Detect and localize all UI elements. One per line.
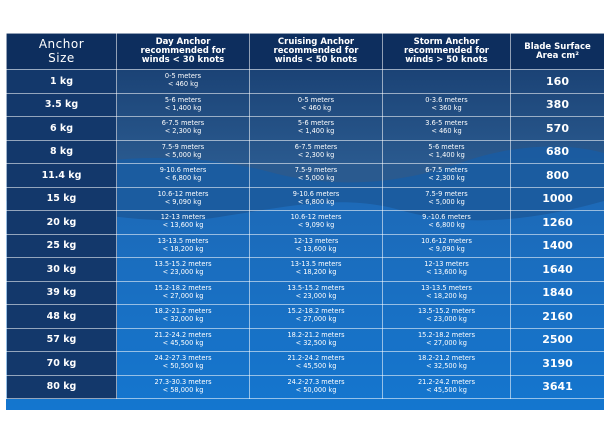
header-day-anchor (117, 34, 250, 70)
storm-anchor-cell (383, 258, 511, 282)
length-range: 0-5 meters (297, 95, 335, 104)
anchor-size-cell: 25 kg (7, 234, 117, 258)
day-anchor-cell (117, 328, 250, 352)
displacement-limit: < 2,300 kg (428, 174, 465, 183)
storm-anchor-cell (383, 93, 511, 117)
length-range: 0-3.6 meters (425, 95, 468, 104)
cruising-anchor-cell (250, 305, 383, 329)
length-range: 15.2-18.2 meters (154, 283, 212, 292)
displacement-limit: < 23,000 kg (426, 315, 467, 324)
anchor-size-cell: 39 kg (7, 281, 117, 305)
header-line: winds < 30 knots (141, 54, 225, 65)
length-range: 10.6-12 meters (290, 213, 342, 222)
day-anchor-cell (117, 117, 250, 141)
day-anchor-cell (117, 93, 250, 117)
displacement-limit: < 18,200 kg (295, 268, 337, 277)
displacement-limit: < 6,800 kg (164, 174, 202, 183)
header-line: Cruising Anchor (277, 37, 355, 48)
storm-anchor-cell (383, 328, 511, 352)
displacement-limit: < 460 kg (167, 80, 199, 89)
length-range: 13.5-15.2 meters (287, 283, 345, 292)
length-range: 5-6 meters (297, 119, 335, 128)
day-anchor-cell (117, 375, 250, 399)
table-row (7, 93, 605, 117)
length-range: 24.2-27.3 meters (287, 377, 345, 386)
blade-area-cell: 1000 (511, 187, 605, 211)
header-line: recommended for (140, 46, 226, 57)
displacement-limit: < 1,400 kg (164, 103, 202, 112)
storm-anchor-cell (383, 187, 511, 211)
day-anchor-cell (117, 281, 250, 305)
header-line: Anchor (38, 36, 85, 51)
table-row (7, 234, 605, 258)
header-cruising-anchor (250, 34, 383, 70)
length-range: 9.-10.6 meters (422, 213, 471, 222)
displacement-limit: < 32,000 kg (162, 315, 204, 324)
displacement-limit: < 1,400 kg (297, 127, 335, 136)
anchor-size-cell: 80 kg (7, 375, 117, 399)
day-anchor-cell (117, 211, 250, 235)
displacement-limit: < 18,200 kg (426, 291, 467, 300)
cruising-anchor-cell (250, 375, 383, 399)
displacement-limit: < 23,000 kg (162, 268, 204, 277)
storm-anchor-cell (383, 281, 511, 305)
length-range: 21.2-24.2 meters (417, 377, 476, 386)
displacement-limit: < 45,500 kg (295, 362, 337, 371)
table-row (7, 352, 605, 376)
blade-area-cell: 2160 (511, 305, 605, 329)
blade-area-cell: 680 (511, 140, 605, 164)
length-range: 7.5-9 meters (294, 166, 338, 175)
cruising-anchor-cell (250, 164, 383, 188)
storm-anchor-cell (383, 305, 511, 329)
displacement-limit: < 6,800 kg (297, 197, 335, 206)
cruising-anchor-cell (250, 140, 383, 164)
cruising-anchor-cell (250, 117, 383, 141)
anchor-size-cell: 15 kg (7, 187, 117, 211)
length-range: 12-13 meters (160, 213, 206, 222)
blade-area-cell: 2500 (511, 328, 605, 352)
storm-anchor-cell (383, 164, 511, 188)
table-row (7, 187, 605, 211)
displacement-limit: < 27,000 kg (162, 291, 204, 300)
length-range: 18.2-21.2 meters (417, 354, 476, 363)
length-range: 27.3-30.3 meters (154, 377, 212, 386)
blade-area-cell: 800 (511, 164, 605, 188)
header-line: winds < 50 knots (274, 54, 358, 65)
header-blade-surface-area (511, 34, 605, 70)
table-row (7, 258, 605, 282)
day-anchor-cell (117, 305, 250, 329)
length-range: 3.6-5 meters (425, 119, 468, 128)
header-line: Area cm² (536, 50, 579, 61)
length-range: 18.2-21.2 meters (154, 307, 212, 316)
day-anchor-cell (117, 187, 250, 211)
length-range: 13-13.5 meters (290, 260, 342, 269)
displacement-limit: < 27,000 kg (426, 338, 467, 347)
length-range: 15.2-18.2 meters (417, 330, 476, 339)
anchor-size-table (6, 33, 604, 399)
day-anchor-cell (117, 164, 250, 188)
storm-anchor-cell (383, 234, 511, 258)
displacement-limit: < 360 kg (431, 103, 462, 112)
anchor-size-cell: 11.4 kg (7, 164, 117, 188)
length-range: 7.5-9 meters (161, 142, 205, 151)
blade-area-cell: 570 (511, 117, 605, 141)
displacement-limit: < 5,000 kg (164, 150, 202, 159)
length-range: 13.5-15.2 meters (417, 307, 476, 316)
displacement-limit: < 460 kg (431, 127, 462, 136)
displacement-limit: < 460 kg (300, 103, 332, 112)
length-range: 6-7.5 meters (161, 119, 205, 128)
table-row (7, 117, 605, 141)
day-anchor-cell (117, 352, 250, 376)
storm-anchor-cell (383, 140, 511, 164)
length-range: 15.2-18.2 meters (287, 307, 345, 316)
cruising-anchor-cell (250, 70, 383, 94)
header-line: winds > 50 knots (405, 54, 488, 65)
blade-area-cell: 1400 (511, 234, 605, 258)
anchor-size-cell: 20 kg (7, 211, 117, 235)
header-line: Blade Surface (524, 41, 591, 52)
displacement-limit: < 1,400 kg (428, 150, 465, 159)
length-range: 13-13.5 meters (157, 236, 209, 245)
length-range: 21.2-24.2 meters (287, 354, 345, 363)
header-storm-anchor (383, 34, 511, 70)
length-range: 18.2-21.2 meters (287, 330, 345, 339)
anchor-size-cell: 70 kg (7, 352, 117, 376)
blade-area-cell: 1840 (511, 281, 605, 305)
table-row (7, 281, 605, 305)
cruising-anchor-cell (250, 93, 383, 117)
header-line: recommended for (273, 46, 359, 57)
length-range: 24.2-27.3 meters (154, 354, 212, 363)
cruising-anchor-cell (250, 281, 383, 305)
header-line: Storm Anchor (413, 37, 480, 48)
blade-area-cell: 3190 (511, 352, 605, 376)
length-range: 9-10.6 meters (159, 166, 207, 175)
displacement-limit: < 13,600 kg (295, 244, 337, 253)
table-body (7, 70, 605, 399)
displacement-limit: < 5,000 kg (428, 197, 465, 206)
displacement-limit: < 32,500 kg (295, 338, 337, 347)
cruising-anchor-cell (250, 234, 383, 258)
displacement-limit: < 9,090 kg (428, 244, 465, 253)
displacement-limit: < 6,800 kg (428, 221, 465, 230)
blade-area-cell: 160 (511, 70, 605, 94)
length-range: 12-13 meters (424, 260, 469, 269)
cruising-anchor-cell (250, 258, 383, 282)
anchor-size-cell: 57 kg (7, 328, 117, 352)
storm-anchor-cell (383, 352, 511, 376)
length-range: 21.2-24.2 meters (154, 330, 212, 339)
displacement-limit: < 58,000 kg (162, 385, 204, 394)
length-range: 12-13 meters (293, 236, 339, 245)
anchor-size-cell: 3.5 kg (7, 93, 117, 117)
storm-anchor-cell (383, 70, 511, 94)
displacement-limit: < 2,300 kg (164, 127, 202, 136)
table-row (7, 375, 605, 399)
anchor-size-cell: 6 kg (7, 117, 117, 141)
displacement-limit: < 45,500 kg (426, 385, 467, 394)
cruising-anchor-cell (250, 352, 383, 376)
length-range: 13-13.5 meters (421, 283, 472, 292)
table-row (7, 70, 605, 94)
length-range: 0-5 meters (164, 72, 202, 81)
table-row (7, 328, 605, 352)
table-row (7, 211, 605, 235)
header-line: Size (48, 50, 75, 65)
displacement-limit: < 50,500 kg (162, 362, 204, 371)
displacement-limit: < 2,300 kg (297, 150, 335, 159)
length-range: 10.6-12 meters (157, 189, 209, 198)
displacement-limit: < 50,000 kg (295, 385, 337, 394)
blade-area-cell: 1640 (511, 258, 605, 282)
header-row (7, 34, 605, 70)
length-range: 5-6 meters (164, 95, 202, 104)
anchor-size-table-panel (6, 33, 604, 410)
blade-area-cell: 3641 (511, 375, 605, 399)
anchor-size-cell: 30 kg (7, 258, 117, 282)
length-range: 13.5-15.2 meters (154, 260, 212, 269)
header-line: recommended for (404, 46, 489, 57)
table-row (7, 164, 605, 188)
displacement-limit: < 27,000 kg (295, 315, 337, 324)
displacement-limit: < 32,500 kg (426, 362, 467, 371)
length-range: 5-6 meters (428, 142, 465, 151)
blade-area-cell: 1260 (511, 211, 605, 235)
displacement-limit: < 18,200 kg (162, 244, 204, 253)
table-row (7, 305, 605, 329)
day-anchor-cell (117, 258, 250, 282)
anchor-size-cell: 48 kg (7, 305, 117, 329)
length-range: 7.5-9 meters (425, 189, 468, 198)
displacement-limit: < 45,500 kg (162, 338, 204, 347)
displacement-limit: < 13,600 kg (426, 268, 467, 277)
length-range: 10.6-12 meters (421, 236, 472, 245)
length-range: 9-10.6 meters (292, 189, 340, 198)
anchor-size-cell: 1 kg (7, 70, 117, 94)
day-anchor-cell (117, 140, 250, 164)
header-anchor-size (7, 34, 117, 70)
header-line: Day Anchor (155, 37, 211, 48)
displacement-limit: < 5,000 kg (297, 174, 335, 183)
blade-area-cell: 380 (511, 93, 605, 117)
displacement-limit: < 23,000 kg (295, 291, 337, 300)
storm-anchor-cell (383, 211, 511, 235)
displacement-limit: < 13,600 kg (162, 221, 204, 230)
day-anchor-cell (117, 234, 250, 258)
cruising-anchor-cell (250, 328, 383, 352)
displacement-limit: < 9,090 kg (164, 197, 202, 206)
cruising-anchor-cell (250, 187, 383, 211)
storm-anchor-cell (383, 375, 511, 399)
length-range: 6-7.5 meters (425, 166, 468, 175)
day-anchor-cell (117, 70, 250, 94)
table-row (7, 140, 605, 164)
anchor-size-cell: 8 kg (7, 140, 117, 164)
cruising-anchor-cell (250, 211, 383, 235)
length-range: 6-7.5 meters (294, 142, 338, 151)
displacement-limit: < 9,090 kg (297, 221, 335, 230)
storm-anchor-cell (383, 117, 511, 141)
